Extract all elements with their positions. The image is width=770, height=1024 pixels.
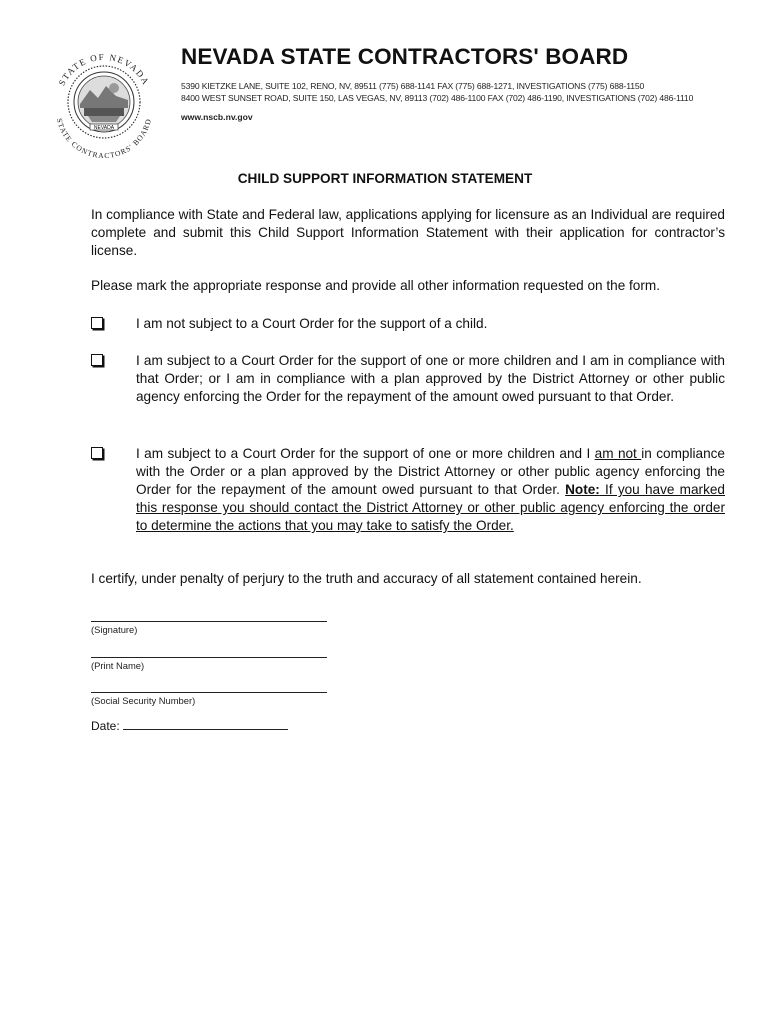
option-in-compliance-label: I am subject to a Court Order for the support of one or more children and I am in compliance with that Order; or I am in compliance with a plan approved by the District Attorney or other public agency enforcing the Order for the repayment of the amount owed pursuant to that Order. [136,353,725,404]
signature-label: (Signature) [91,624,138,635]
option3-note-text: If you have marked this response you should contact the District Attorney or other public agency enforcing the order to determine the actions that you may take to satisfy the Order. [136,482,725,533]
ssn-label: (Social Security Number) [91,695,196,706]
board-title: NEVADA STATE CONTRACTORS' BOARD [181,44,629,69]
website-text: www.nscb.nv.gov [181,112,253,122]
checkbox-not-subject[interactable] [91,317,103,329]
option3-text-b: in compliance with the Order or a plan approved by the District Attorney or other public agency enforcing the Order for the repayment of the amount owed pursuant to that Order. [136,446,725,497]
state-seal [44,38,164,163]
option-not-in-compliance-label [136,445,725,535]
option3-text-a: I am subject to a Court Order for the support of one or more children and I [136,446,595,461]
form-title: CHILD SUPPORT INFORMATION STATEMENT [237,171,533,186]
seal-top-text: STATE OF NEVADA [56,51,152,88]
instruction-paragraph: Please mark the appropriate response and provide all other information requested on the form. [91,278,660,293]
seal-bottom-text: STATE CONTRACTORS' BOARD [54,117,154,161]
ssn-field[interactable] [91,692,327,693]
date-field[interactable] [123,718,288,730]
date-row [91,718,288,733]
checkbox-not-in-compliance[interactable] [91,447,103,459]
signature-field[interactable] [91,621,327,622]
address-block [181,80,761,104]
option3-note-label: Note: [565,482,600,497]
intro-paragraph: In compliance with State and Federal law, applications applying for licensure as an Individual are required complete and submit this Child Support Information Statement with their application for contractor’s license. [91,207,725,258]
print-name-field[interactable] [91,657,327,658]
certification-statement: I certify, under penalty of perjury to the truth and accuracy of all statement contained herein. [91,571,642,586]
letterhead [181,44,761,122]
seal-inner-text: NEVADA [93,125,115,131]
address-reno: 5390 KIETZKE LANE, SUITE 102, RENO, NV, 89511 (775) 688-1141 FAX (775) 688-1271, INVESTIGATIONS (775) 688-1150 [181,81,645,91]
date-label: Date: [91,719,120,733]
checkbox-in-compliance[interactable] [91,354,103,366]
print-name-label: (Print Name) [91,660,145,671]
option-not-subject-label: I am not subject to a Court Order for the support of a child. [136,316,488,331]
address-las-vegas: 8400 WEST SUNSET ROAD, SUITE 150, LAS VEGAS, NV, 89113 (702) 486-1100 FAX (702) 486-1190, INVESTIGATIONS (702) 486-1110 [181,93,694,103]
option3-am-not: am not [594,446,642,461]
